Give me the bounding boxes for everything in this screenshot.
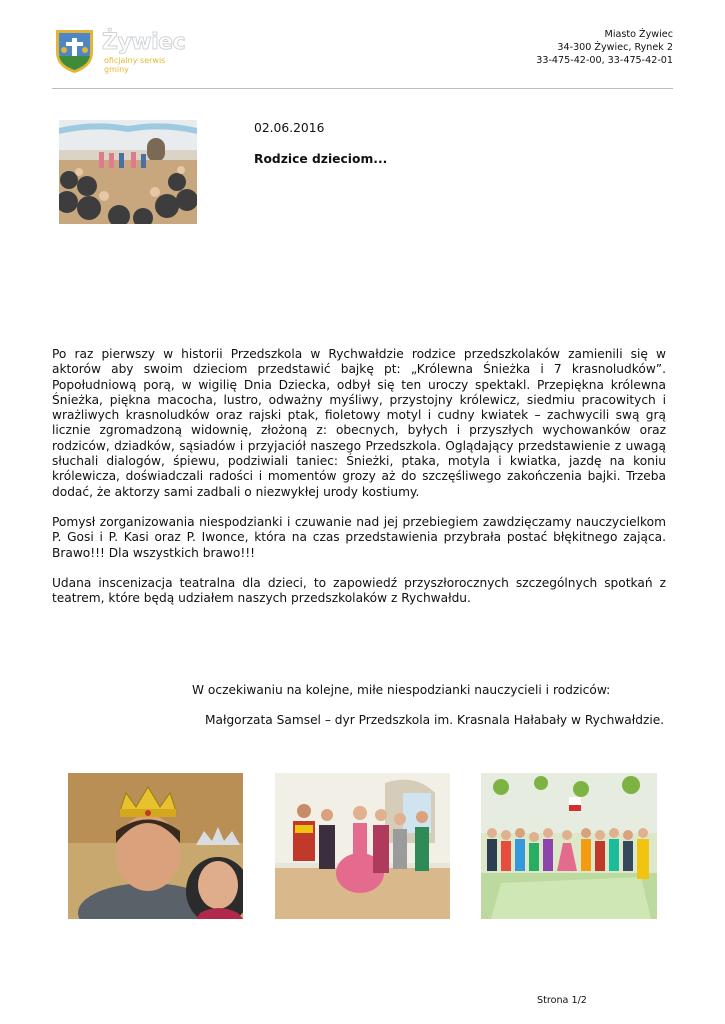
site-logo[interactable] <box>52 26 192 76</box>
page-number: Strona 1/2 <box>537 995 587 1006</box>
city-crest-icon <box>52 26 97 74</box>
author-signature: Małgorzata Samsel – dyr Przedszkola im. Krasnala Hałabały w Rychwałdzie. <box>205 713 665 727</box>
article-date: 02.06.2016 <box>254 121 325 135</box>
gallery-photo-performance[interactable] <box>275 773 450 919</box>
address-line-phones: 33-475-42-00, 33-475-42-01 <box>536 55 673 66</box>
header-divider <box>52 88 673 89</box>
logo-wordmark: Żywiec <box>102 30 186 55</box>
article-body <box>52 347 666 621</box>
logo-tagline: oficjalny serwis gminy <box>104 56 166 74</box>
gallery-photo-king-queen[interactable] <box>68 773 243 919</box>
city-address <box>536 28 673 67</box>
article-paragraph: Pomysł zorganizowania niespodzianki i czuwanie nad jej przebiegiem zawdzięczamy nauczycielkom P. Gosi i P. Kasi oraz P. Iwonce, która na czas przedstawienia przybrała postać błękitnego zająca. Brawo!!! Dla wszystkich brawo!!! <box>52 514 666 560</box>
article-paragraph: Po raz pierwszy w historii Przedszkola w Rychwałdzie rodzice przedszkolaków zamienili się w aktorów aby swoim dzieciom przedstawić bajkę pt: „Królewna Śnieżka i 7 krasnoludków”. Popołudniową porą, w wigilię Dnia Dziecka, odbył się ten uroczy spektakl. Przepiękna królewna Śnieżka, piękna macocha, lustro, odważny myśliwy, przystojny królewicz, siedmiu pracowitych i wrażliwych krasnoludków oraz rajski ptak, fioletowy motyl i cudny kwiatek – zachwycili swą grą licznie zgromadzoną widownię, złożoną z: obecnych, byłych i przyszłych wychowanków oraz rodziców, dziadków, sąsiadów i przyjaciół naszego Przedszkola. Oglądający przedstawienie z uwagą słuchali dialogów, śpiewu, podziwiali taniec: Śnieżki, ptaka, motyla i kwiatka, jazdę na koniu królewicza, doświadczali radości i momentów grozy aż do szczęśliwego zakończenia bajki. Trzeba dodać, że aktorzy sami zadbali o niezwykłej urody kostiumy. <box>52 347 666 499</box>
gallery-photo-cast-group[interactable] <box>481 773 657 919</box>
closing-line: W oczekiwaniu na kolejne, miłe niespodzianki nauczycieli i rodziców: <box>192 683 611 697</box>
article-thumbnail-photo <box>59 120 197 224</box>
article-title: Rodzice dzieciom... <box>254 152 388 166</box>
article-paragraph: Udana inscenizacja teatralna dla dzieci, to zapowiedź przyszłorocznych szczególnych spotkań z teatrem, które będą udziałem naszych przedszkolaków z Rychwałdu. <box>52 575 666 606</box>
address-line-street: 34-300 Żywiec, Rynek 2 <box>557 42 673 53</box>
address-line-name: Miasto Żywiec <box>604 29 673 40</box>
